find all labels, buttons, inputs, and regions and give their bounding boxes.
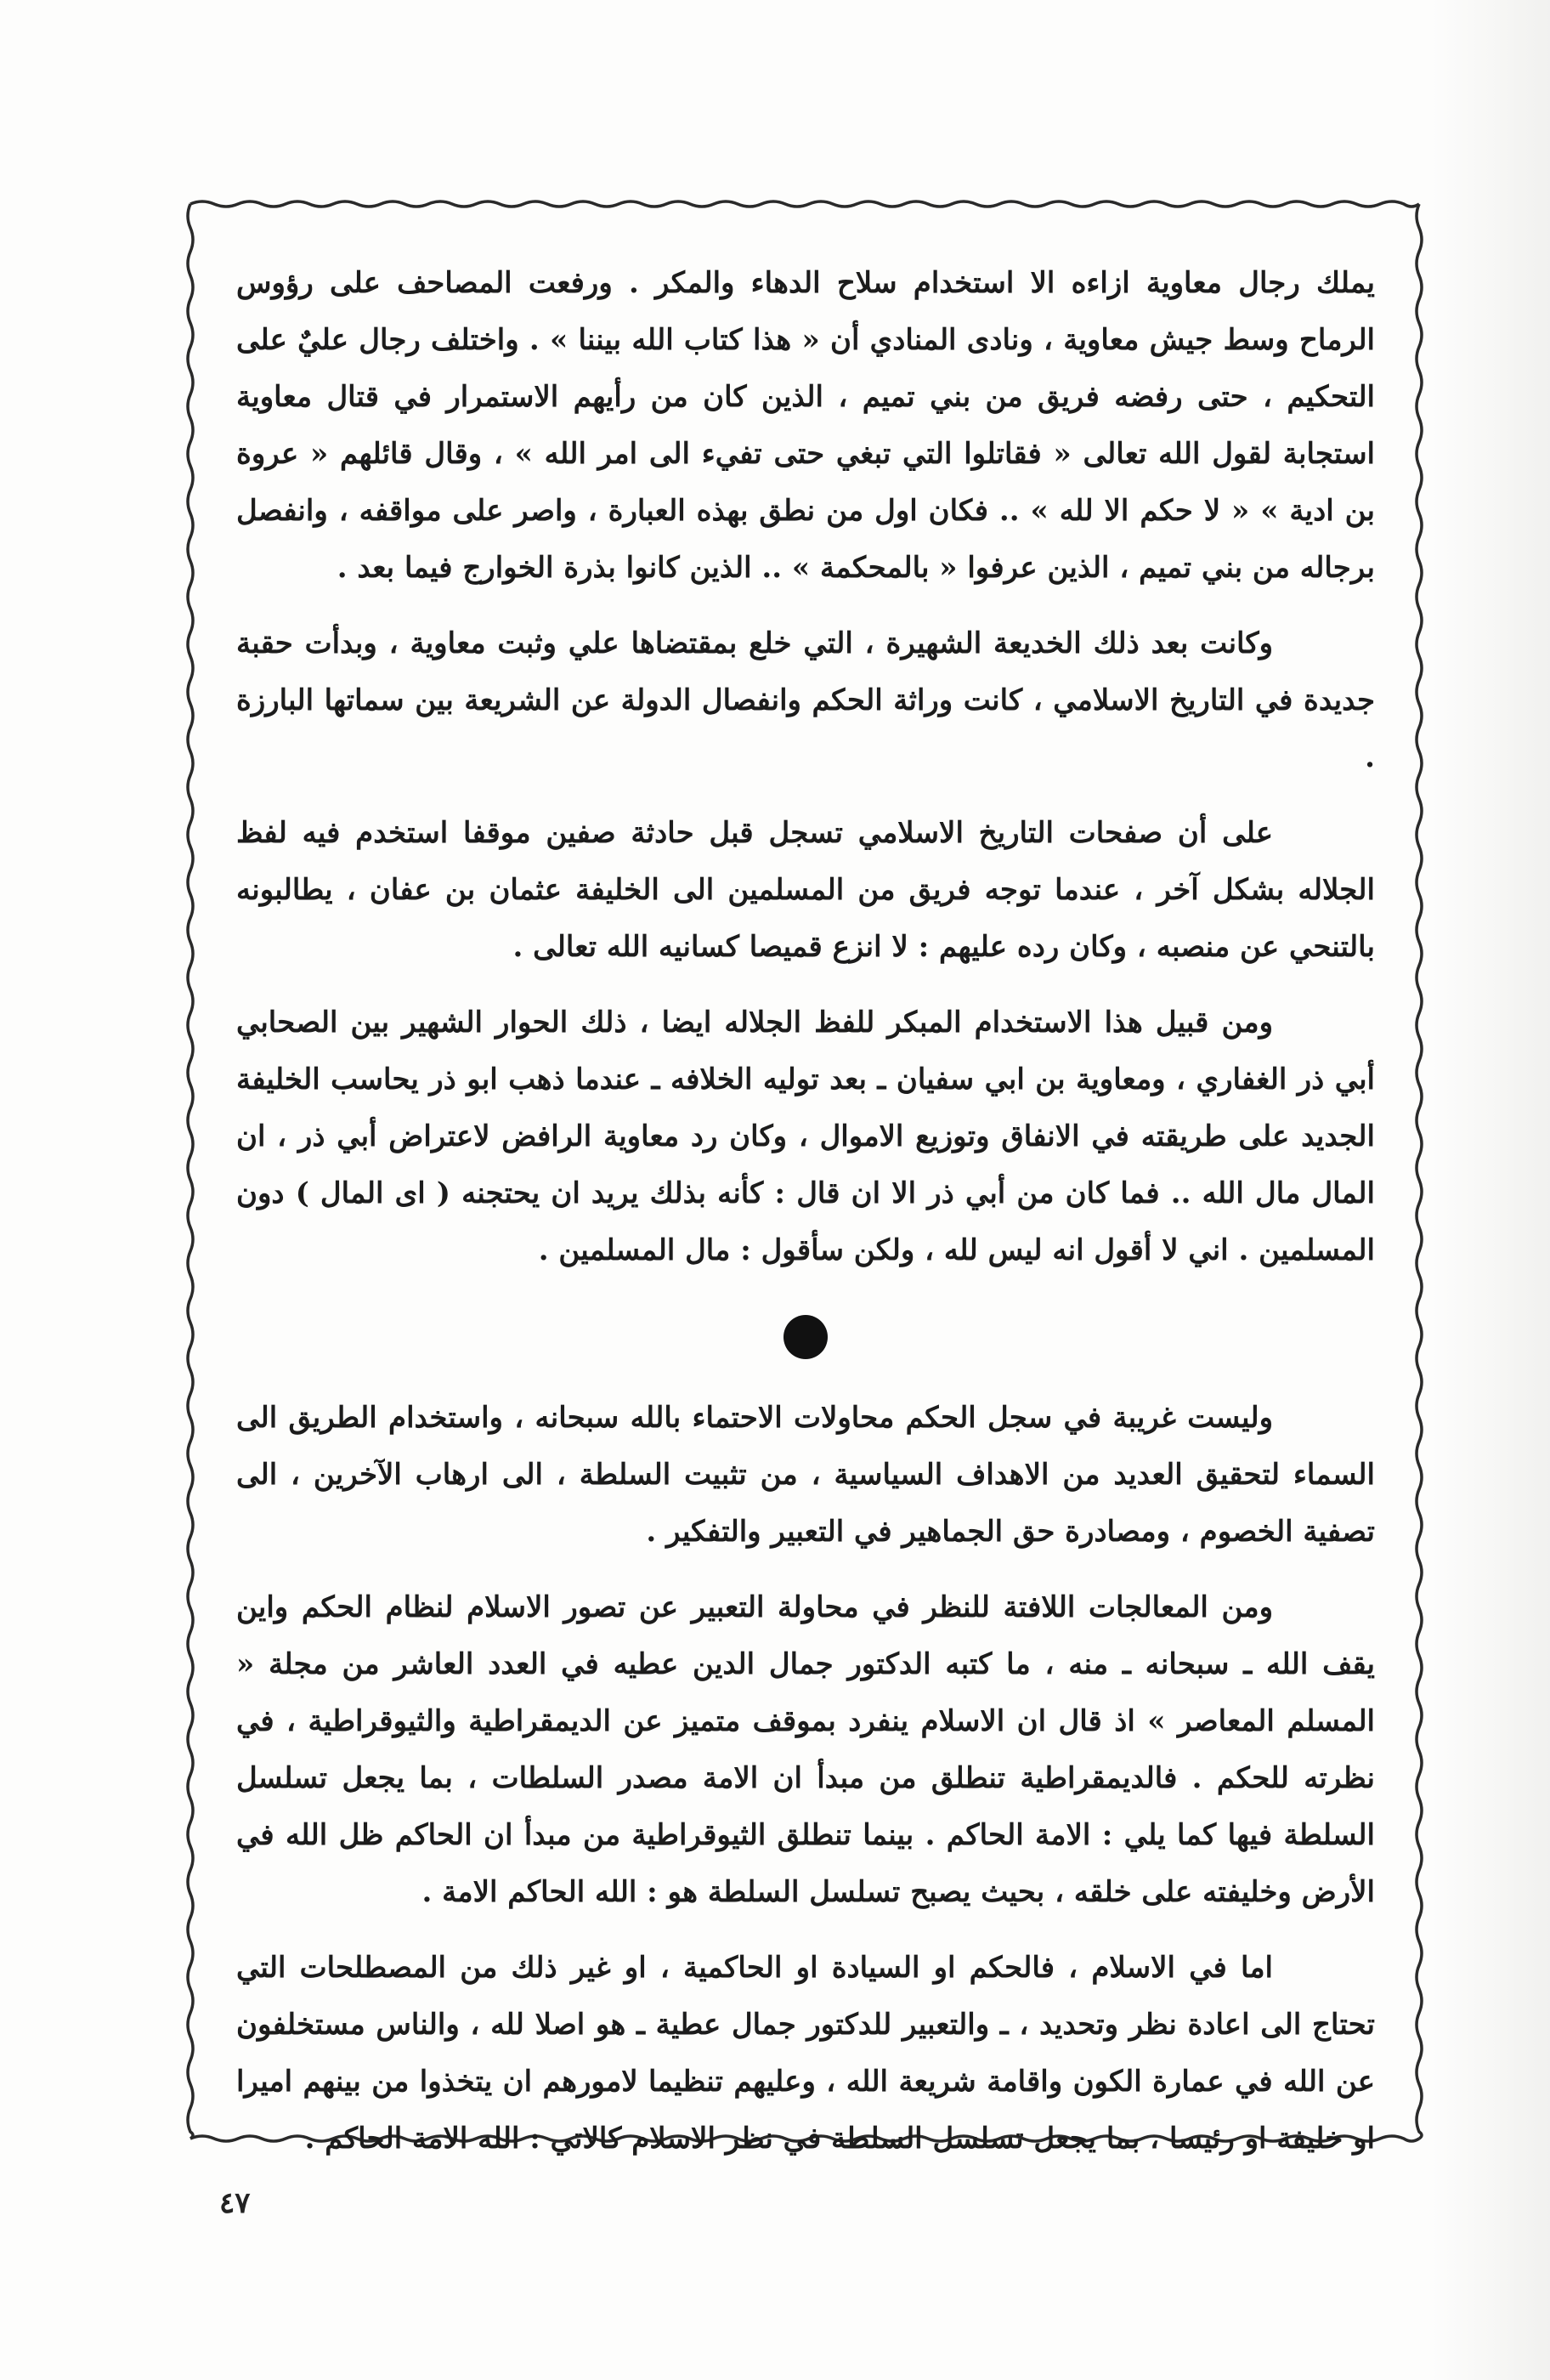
section-one [236,255,1375,1279]
section-separator [236,1279,1375,1390]
border-right [1417,204,1422,2139]
border-top [190,201,1419,207]
border-left [188,204,193,2139]
scan-shadow-edge [1431,0,1550,2380]
paragraph: ومن المعالجات اللافتة للنظر في محاولة التعبير عن تصور الاسلام لنظام الحكم واين يقف الله ـ سبحانه ـ منه ، ما كتبه الدكتور جمال الدين عطيه في العدد العاشر من مجلة « المسلم المعاصر » اذ قال ان الاسلام ينفرد بموقف متميز عن الديمقراطية والثيوقراطية ، في نظرته للحكم . فالديمقراطية تنطلق من مبدأ ان الامة مصدر السلطات ، بما يجعل تسلسل السلطة فيها كما يلي : الامة الحاكم . بينما تنطلق الثيوقراطية من مبدأ ان الحاكم ظل الله في الأرض وخليفته على خلقه ، بحيث يصبح تسلسل السلطة هو : الله الحاكم الامة . [236,1590,1375,1909]
section-two [236,1390,1375,2168]
body-text [236,255,1375,2168]
paragraph: وليست غريبة في سجل الحكم محاولات الاحتماء بالله سبحانه ، واستخدام الطريق الى السماء لتحقيق العديد من الاهداف السياسية ، من تثبيت السلطة ، الى ارهاب الآخرين ، الى تصفية الخصوم ، ومصادرة حق الجماهير في التعبير والتفكير . [236,1401,1375,1549]
paragraph: وكانت بعد ذلك الخديعة الشهيرة ، التي خلع بمقتضاها علي وثبت معاوية ، وبدأت حقبة جديدة في التاريخ الاسلامي ، كانت وراثة الحكم وانفصال الدولة عن الشريعة بين سماتها البارزة . [236,626,1375,774]
paragraph: على أن صفحات التاريخ الاسلامي تسجل قبل حادثة صفين موقفا استخدم فيه لفظ الجلاله بشكل آخر ، عندما توجه فريق من المسلمين الى الخليفة عثمان بن عفان ، يطالبونه بالتنحي عن منصبه ، وكان رده عليهم : لا انزع قميصا كسانيه الله تعالى . [236,816,1375,964]
paragraph: يملك رجال معاوية ازاءه الا استخدام سلاح الدهاء والمكر . ورفعت المصاحف على رؤوس الرماح وسط جيش معاوية ، ونادى المنادي أن « هذا كتاب الله بيننا » . واختلف رجال عليٌ على التحكيم ، حتى رفضه فريق من بني تميم ، الذين كان من رأيهم الاستمرار في قتال معاوية استجابة لقول الله تعالى « فقاتلوا التي تبغي حتى تفيء الى امر الله » ، وقال قائلهم « عروة بن ادية » « لا حكم الا لله » .. فكان اول من نطق بهذه العبارة ، واصر على مواقفه ، وانفصل برجاله من بني تميم ، الذين عرفوا « بالمحكمة » .. الذين كانوا بذرة الخوارج فيما بعد . [236,266,1375,585]
paragraph: ومن قبيل هذا الاستخدام المبكر للفظ الجلاله ايضا ، ذلك الحوار الشهير بين الصحابي أبي ذر الغفاري ، ومعاوية بن ابي سفيان ـ بعد توليه الخلافه ـ عندما ذهب ابو ذر يحاسب الخليفة الجديد على طريقته في الانفاق وتوزيع الاموال ، وكان رد معاوية الرافض لاعتراض أبي ذر ، ان المال مال الله .. فما كان من أبي ذر الا ان قال : كأنه بذلك يريد ان يحتجنه ( اى المال ) دون المسلمين . اني لا أقول انه ليس لله ، ولكن سأقول : مال المسلمين . [236,1006,1375,1267]
separator-dot [783,1315,828,1359]
page-number: ٤٧ [219,2186,251,2220]
paragraph: اما في الاسلام ، فالحكم او السيادة او الحاكمية ، او غير ذلك من المصطلحات التي تحتاج الى اعادة نظر وتحديد ، ـ والتعبير للدكتور جمال عطية ـ هو اصلا لله ، والناس مستخلفون عن الله في عمارة الكون واقامة شريعة الله ، وعليهم تنظيما لامورهم ان يتخذوا من بينهم اميرا او خليفة او رئيسا ، بما يجعل تسلسل السلطة في نظر الاسلام كالاتي : الله الامة الحاكم . [236,1951,1375,2156]
